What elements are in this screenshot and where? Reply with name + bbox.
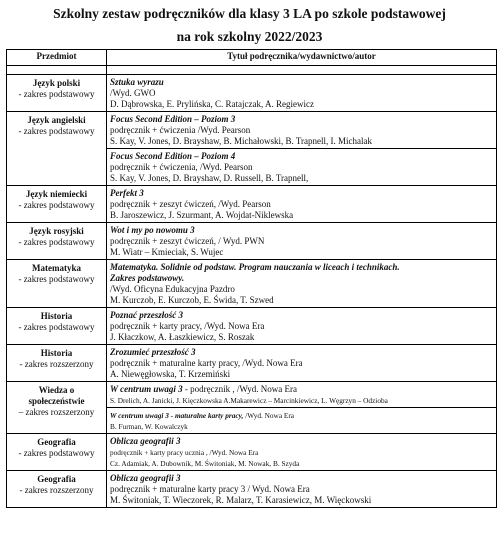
subject-level: - zakres podstawowy <box>18 448 95 458</box>
book-authors: Cz. Adamiak, A. Dubownik, M. Świtoniak, M. Nowak, B. Szyda <box>110 459 300 468</box>
book-title: W centrum uwagi 3 - maturalne karty pracy, <box>110 411 244 420</box>
subject-name: Język rosyjski <box>29 226 84 236</box>
spacer-row <box>7 66 497 75</box>
table-row <box>7 75 497 112</box>
subject-cell <box>7 75 107 112</box>
subject-name: Język polski <box>32 78 81 88</box>
subject-cell <box>7 434 107 471</box>
book-title: Wot i my po nowomu 3 <box>110 225 195 235</box>
book-publisher: podręcznik + maturalne karty pracy 3 / Wyd. Nowa Era <box>110 484 310 494</box>
book-title: W centrum uwagi 3 <box>110 384 183 394</box>
book-title: Perfekt 3 <box>110 188 144 198</box>
book-cell <box>107 408 497 434</box>
subject-name: Matematyka <box>32 263 81 273</box>
subject-name: Historia <box>40 311 73 321</box>
document-title: Szkolny zestaw podręczników dla klasy 3 LA po szkole podstawowej <box>53 6 446 21</box>
subject-level: - zakres podstawowy <box>18 89 95 99</box>
subject-cell <box>7 186 107 223</box>
subject-cell <box>7 308 107 345</box>
book-authors: M. Świtoniak, T. Wieczorek, R. Malarz, T. Karasiewicz, M. Więckowski <box>110 495 372 505</box>
book-authors: S. Drelich, A. Janicki, J. Kięczkowska A.Makarewicz – Marcinkiewicz, L. Węgrzyn – Odzioba <box>110 396 388 405</box>
book-cell <box>107 223 497 260</box>
book-title: Oblicza geografii 3 <box>110 473 181 483</box>
subject-cell <box>7 345 107 382</box>
subject-name-line2: społeczeństwie <box>28 396 85 406</box>
book-cell <box>107 186 497 223</box>
book-cell <box>107 75 497 112</box>
subject-level: - zakres rozszerzony <box>19 485 94 495</box>
subject-cell <box>7 471 107 508</box>
table-row <box>7 223 497 260</box>
table-row <box>7 345 497 382</box>
subject-cell <box>7 382 107 434</box>
book-cell <box>107 382 497 408</box>
table-row <box>7 260 497 308</box>
subject-level: - zakres rozszerzony <box>19 359 94 369</box>
column-header-subject: Przedmiot <box>7 50 107 66</box>
book-title: Zrozumieć przeszłość 3 <box>110 347 196 357</box>
subject-cell <box>7 223 107 260</box>
book-cell <box>107 308 497 345</box>
book-cell <box>107 345 497 382</box>
subject-cell <box>7 112 107 186</box>
book-title-line <box>110 384 493 395</box>
subject-name: Wiedza o <box>38 385 75 395</box>
book-authors: M. Wiatr – Kmieciak, S. Wujec <box>110 247 224 257</box>
subject-level: - zakres podstawowy <box>18 322 95 332</box>
table-row <box>7 471 497 508</box>
book-authors: J. Kłaczkow, A. Łaszkiewicz, S. Roszak <box>110 332 255 342</box>
table-row <box>7 382 497 408</box>
book-publisher: podręcznik + zeszyt ćwiczeń, /Wyd. Pearson <box>110 199 271 209</box>
subject-name: Geografia <box>37 437 76 447</box>
book-cell <box>107 434 497 471</box>
book-publisher: podręcznik + ćwiczenia, /Wyd. Pearson <box>110 162 253 172</box>
book-authors: B. Furman, W. Kowalczyk <box>110 422 188 431</box>
book-publisher: /Wyd. Nowa Era <box>243 411 295 420</box>
book-cell <box>107 112 497 149</box>
subject-level: - zakres podstawowy <box>18 237 95 247</box>
book-authors: S. Kay, V. Jones, D. Brayshaw, D. Russell, B. Trapnell, <box>110 173 309 183</box>
book-subtitle: Zakres podstawowy. <box>110 273 185 283</box>
book-title: Oblicza geografii 3 <box>110 436 181 446</box>
table-row <box>7 112 497 149</box>
book-cell <box>107 149 497 186</box>
subject-level: – zakres rozszerzony <box>18 407 95 417</box>
book-publisher: podręcznik + maturalne karty pracy, /Wyd. Nowa Era <box>110 358 303 368</box>
book-title: Focus Second Edition – Poziom 4 <box>110 151 236 161</box>
book-title: Poznać przeszłość 3 <box>110 310 184 320</box>
book-cell <box>107 260 497 308</box>
book-title-line <box>110 410 493 421</box>
book-cell <box>107 471 497 508</box>
subject-name: Historia <box>40 348 73 358</box>
book-title: Matematyka. Solidnie od podstaw. Program nauczania w liceach i technikach. <box>110 262 400 272</box>
book-title: Sztuka wyrazu <box>110 77 164 87</box>
book-authors: B. Jaroszewicz, J. Szurmant, A. Wojdat-Niklewska <box>110 210 294 220</box>
book-authors: A. Niewęgłowska, T. Krzemiński <box>110 369 231 379</box>
book-publisher: podręcznik + karty pracy, /Wyd. Nowa Era <box>110 321 265 331</box>
book-authors: D. Dąbrowska, E. Prylińska, C. Ratajczak, A. Regiewicz <box>110 99 314 109</box>
book-authors: M. Kurczob, E. Kurczob, E. Świda, T. Szwed <box>110 295 274 305</box>
book-publisher: /Wyd. Oficyna Edukacyjna Pazdro <box>110 284 235 294</box>
book-authors: S. Kay, V. Jones, D. Brayshaw, B. Michałowski, B. Trapnell, I. Michalak <box>110 136 372 146</box>
book-publisher: podręcznik + zeszyt ćwiczeń, / Wyd. PWN <box>110 236 265 246</box>
textbook-table <box>6 49 497 508</box>
subject-name: Język angielski <box>27 115 86 125</box>
header-row <box>7 50 497 66</box>
table-row <box>7 186 497 223</box>
column-header-title: Tytuł podręcznika/wydawnictwo/autor <box>107 50 497 66</box>
book-publisher: /Wyd. GWO <box>110 88 156 98</box>
table-row <box>7 308 497 345</box>
subject-level: - zakres podstawowy <box>18 274 95 284</box>
subject-name: Język niemiecki <box>25 189 88 199</box>
book-publisher: - podręcznik , /Wyd. Nowa Era <box>182 384 298 394</box>
subject-name: Geografia <box>37 474 76 484</box>
subject-level: - zakres podstawowy <box>18 126 95 136</box>
subject-level: - zakres podstawowy <box>18 200 95 210</box>
book-title: Focus Second Edition – Poziom 3 <box>110 114 236 124</box>
subject-cell <box>7 260 107 308</box>
book-publisher: podręcznik + karty pracy ucznia , /Wyd. Nowa Era <box>110 448 259 457</box>
school-year-subtitle: na rok szkolny 2022/2023 <box>176 29 323 44</box>
table-row <box>7 434 497 471</box>
book-publisher: podręcznik + ćwiczenia /Wyd. Pearson <box>110 125 251 135</box>
